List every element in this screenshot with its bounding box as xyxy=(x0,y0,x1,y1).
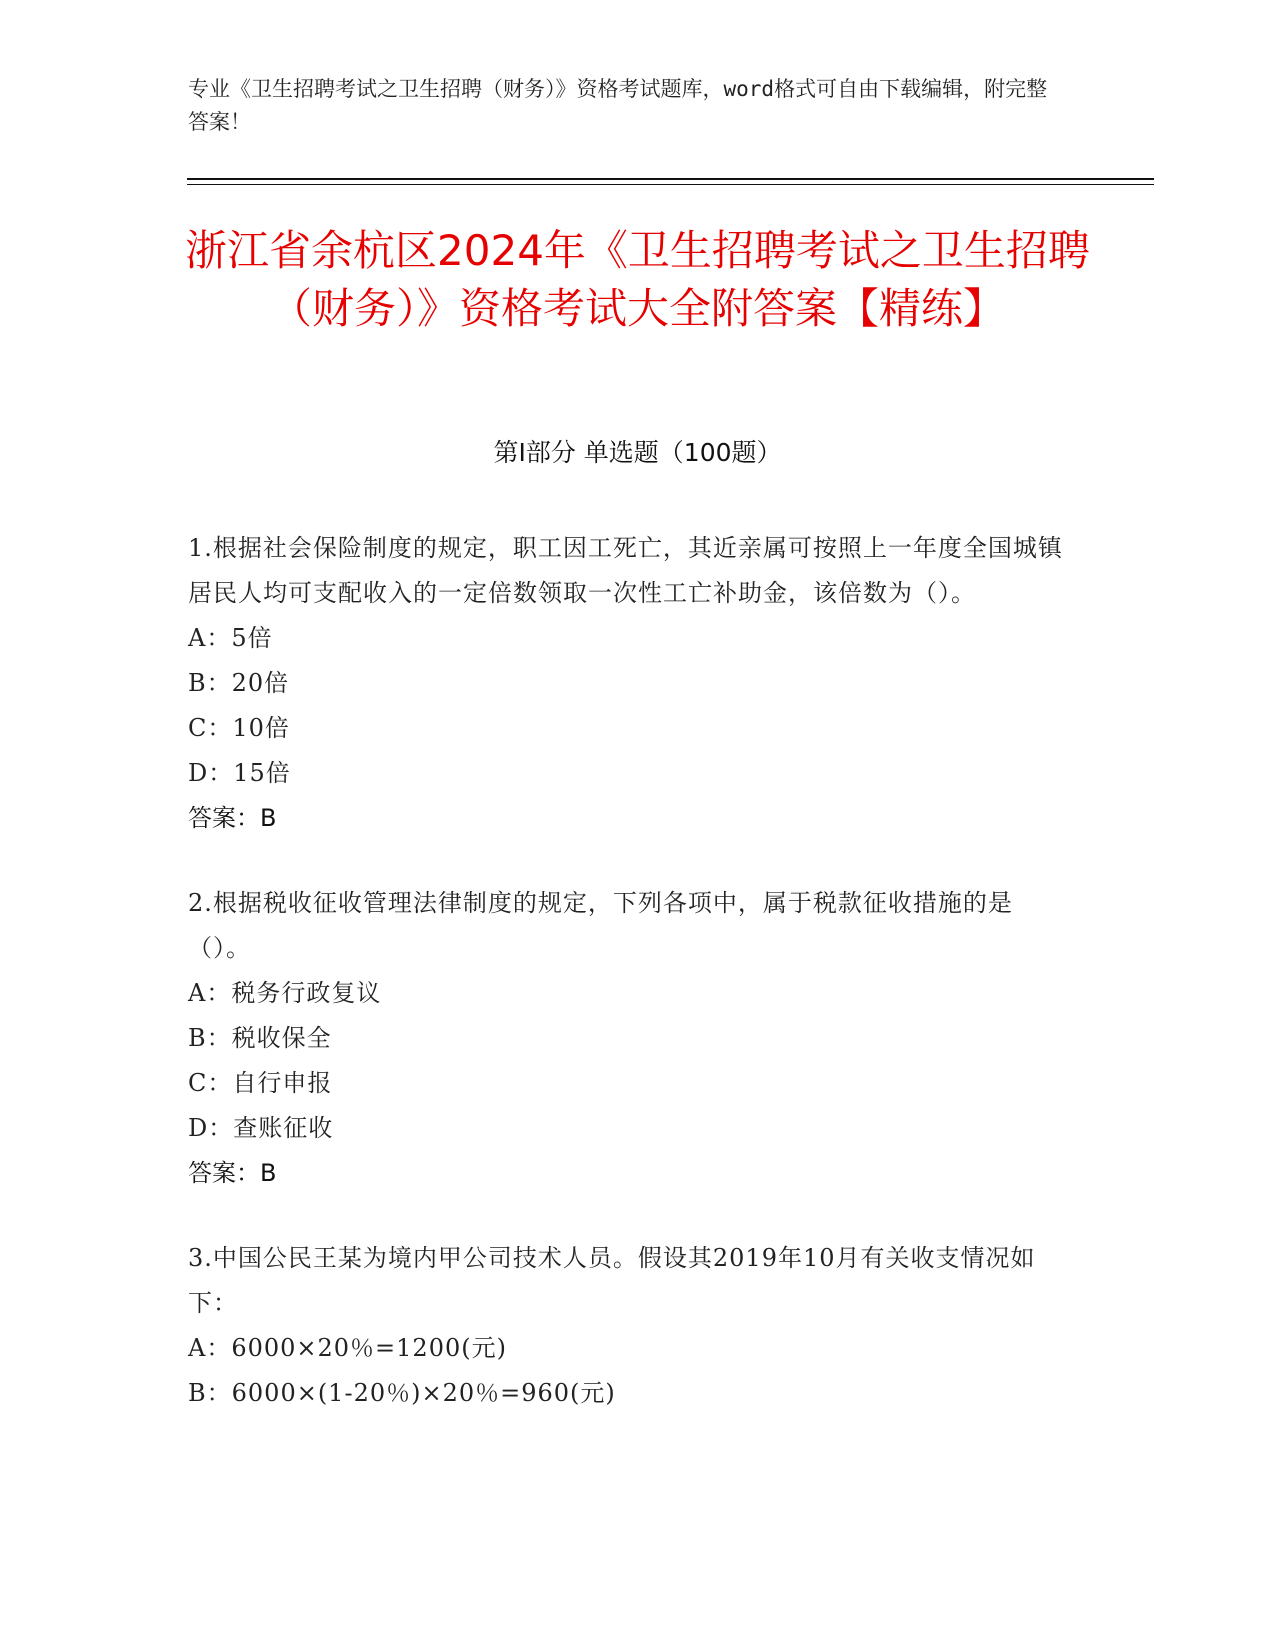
section-title: 第I部分 单选题（100题） xyxy=(493,438,782,467)
option-a: A：6000×20％=1200(元) xyxy=(188,1334,507,1362)
document-title: 浙江省余杭区2024年《卫生招聘考试之卫生招聘（财务）》资格考试大全附答案【精练】 xyxy=(185,226,1090,333)
option-b: B：20倍 xyxy=(188,669,290,697)
option-a: A：税务行政复议 xyxy=(188,979,382,1007)
question-stem: 1.根据社会保险制度的规定，职工因工死亡，其近亲属可按照上一年度全国城镇居民人均可支配收入的一定倍数领取一次性工亡补助金，该倍数为（）。 xyxy=(188,534,1063,607)
option-a: A：5倍 xyxy=(188,624,273,652)
option-b: B：税收保全 xyxy=(188,1024,332,1052)
header-note: 专业《卫生招聘考试之卫生招聘（财务）》资格考试题库，word格式可自由下载编辑，附完整答案！ xyxy=(188,77,1048,134)
option-b: B：6000×(1-20％)×20％=960(元) xyxy=(188,1379,616,1407)
question-2 xyxy=(188,881,1068,1196)
option-c: C：自行申报 xyxy=(188,1069,333,1097)
question-stem: 3.中国公民王某为境内甲公司技术人员。假设其2019年10月有关收支情况如下： xyxy=(188,1244,1036,1317)
answer: 答案：B xyxy=(188,1159,277,1187)
question-stem: 2.根据税收征收管理法律制度的规定，下列各项中，属于税款征收措施的是（）。 xyxy=(188,889,1013,962)
option-d: D：15倍 xyxy=(188,759,291,787)
answer: 答案：B xyxy=(188,804,277,832)
option-d: D：查账征收 xyxy=(188,1114,334,1142)
header-divider xyxy=(187,178,1154,180)
question-list xyxy=(188,526,1068,1456)
option-c: C：10倍 xyxy=(188,714,290,742)
question-1 xyxy=(188,526,1068,841)
header-divider-thin xyxy=(187,184,1154,185)
question-3 xyxy=(188,1236,1068,1416)
